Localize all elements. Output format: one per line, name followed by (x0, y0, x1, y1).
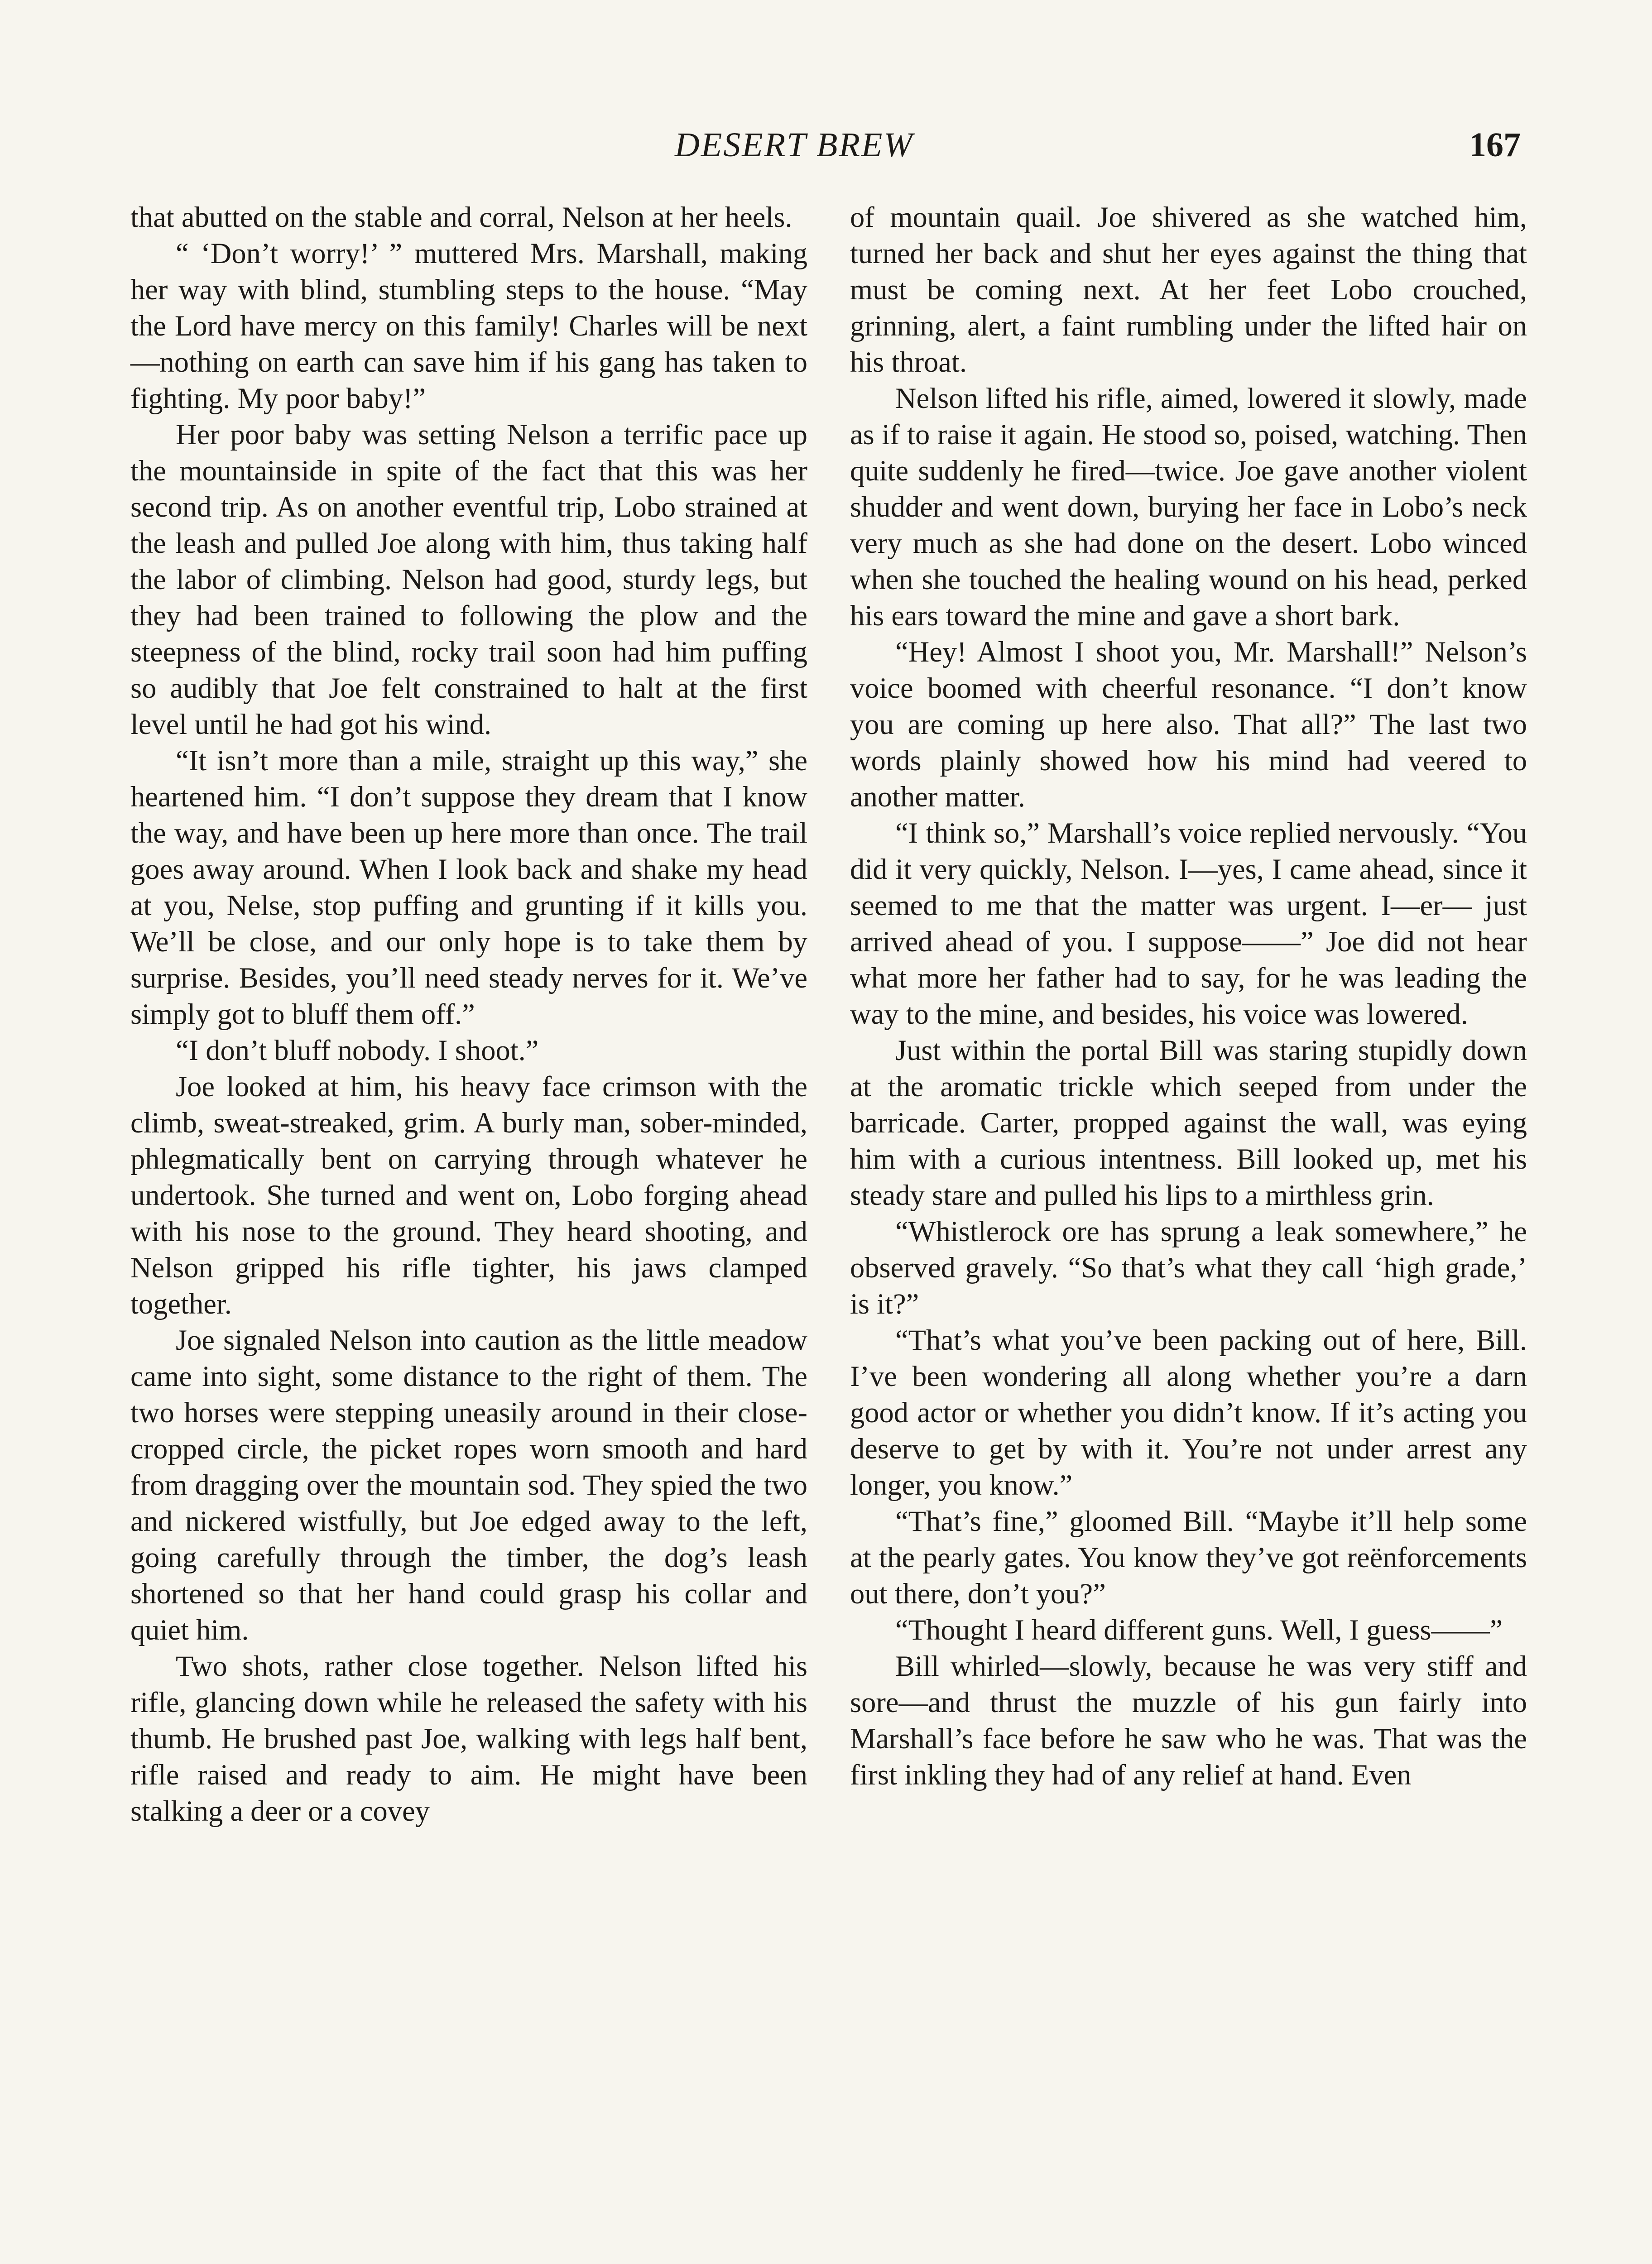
paragraph: “ ‘Don’t worry!’ ” muttered Mrs. Marshall, making her way with blind, stumbling steps to the house. “May the Lord have mercy on this family! Charles will be next —nothing on earth can save him if his gang has taken to fighting. My poor baby!” (130, 237, 807, 414)
paragraph: of mountain quail. Joe shivered as she watched him, turned her back and shut her eyes against the thing that must be coming next. At her feet Lobo crouched, grinning, alert, a faint rumbling under the lifted hair on his throat. (850, 201, 1527, 378)
left-column (130, 199, 807, 1829)
paragraph: “It isn’t more than a mile, straight up this way,” she heartened him. “I don’t suppose they dream that I know the way, and have been up here more than once. The trail goes away around. When I look back and shake my head at you, Nelse, stop puffing and grunting if it kills you. We’ll be close, and our only hope is to take them by surprise. Besides, you’ll need steady nerves for it. We’ve simply got to bluff them off.” (130, 744, 807, 1030)
page-number: 167 (1469, 126, 1521, 164)
paragraph: “I think so,” Marshall’s voice replied nervously. “You did it very quickly, Nelson. I—yes, I came ahead, since it seemed to me that the matter was urgent. I—er— just arrived ahead of you. I suppose——” Joe did not hear what more her father had to say, for he was leading the way to the mine, and besides, his voice was lowered. (850, 817, 1527, 1030)
paragraph: “That’s fine,” gloomed Bill. “Maybe it’ll help some at the pearly gates. You know they’ve got reënforcements out there, don’t you?” (850, 1505, 1527, 1610)
paragraph: “Thought I heard different guns. Well, I guess——” (895, 1614, 1503, 1646)
paragraph: Two shots, rather close together. Nelson lifted his rifle, glancing down while he released the safety with his thumb. He brushed past Joe, walking with legs half bent, rifle raised and ready to aim. He might have been stalking a deer or a covey (130, 1650, 807, 1827)
paragraph: Nelson lifted his rifle, aimed, lowered it slowly, made as if to raise it again. He stood so, poised, watching. Then quite suddenly he fired—twice. Joe gave another violent shudder and went down, burying her face in Lobo’s neck very much as she had done on the desert. Lobo winced when she touched the healing wound on his head, perked his ears toward the mine and gave a short bark. (850, 382, 1527, 632)
paragraph: Her poor baby was setting Nelson a terrific pace up the mountainside in spite of the fact that this was her second trip. As on another eventful trip, Lobo strained at the leash and pulled Joe along with him, thus taking half the labor of climbing. Nelson had good, sturdy legs, but they had been trained to following the plow and the steepness of the blind, rocky trail soon had him puffing so audibly that Joe felt constrained to halt at the first level until he had got his wind. (130, 418, 807, 740)
paragraph: “I don’t bluff nobody. I shoot.” (176, 1034, 539, 1066)
paragraph: that abutted on the stable and corral, Nelson at her heels. (130, 201, 792, 233)
paragraph: “That’s what you’ve been packing out of here, Bill. I’ve been wondering all along whether you’re a darn good actor or whether you didn’t know. If it’s acting you deserve to get by with it. You’re not under arrest any longer, you know.” (850, 1324, 1527, 1501)
running-title: DESERT BREW (675, 126, 914, 164)
paragraph: Bill whirled—slowly, because he was very stiff and sore—and thrust the muzzle of his gun fairly into Marshall’s face before he saw who he was. That was the first inkling they had of any relief at hand. Even (850, 1650, 1527, 1791)
paragraph: Joe looked at him, his heavy face crimson with the climb, sweat-streaked, grim. A burly man, sober-minded, phlegmatically bent on carrying through whatever he undertook. She turned and went on, Lobo forging ahead with his nose to the ground. They heard shooting, and Nelson gripped his rifle tighter, his jaws clamped together. (130, 1070, 807, 1320)
paragraph: Just within the portal Bill was staring stupidly down at the aromatic trickle which seeped from under the barricade. Carter, propped against the wall, was eying him with a curious intentness. Bill looked up, met his steady stare and pulled his lips to a mirthless grin. (850, 1034, 1527, 1211)
page-header (0, 122, 1652, 172)
paragraph: “Whistlerock ore has sprung a leak somewhere,” he observed gravely. “So that’s what they call ‘high grade,’ is it?” (850, 1215, 1527, 1320)
right-column (850, 199, 1527, 1793)
paragraph: Joe signaled Nelson into caution as the little meadow came into sight, some distance to the right of them. The two horses were stepping uneasily around in their close-cropped circle, the picket ropes worn smooth and hard from dragging over the mountain sod. They spied the two and nickered wistfully, but Joe edged away to the left, going carefully through the timber, the dog’s leash shortened so that her hand could grasp his collar and quiet him. (130, 1324, 807, 1646)
paragraph: “Hey! Almost I shoot you, Mr. Marshall!” Nelson’s voice boomed with cheerful resonance. “I don’t know you are coming up here also. That all?” The last two words plainly showed how his mind had veered to another matter. (850, 636, 1527, 813)
